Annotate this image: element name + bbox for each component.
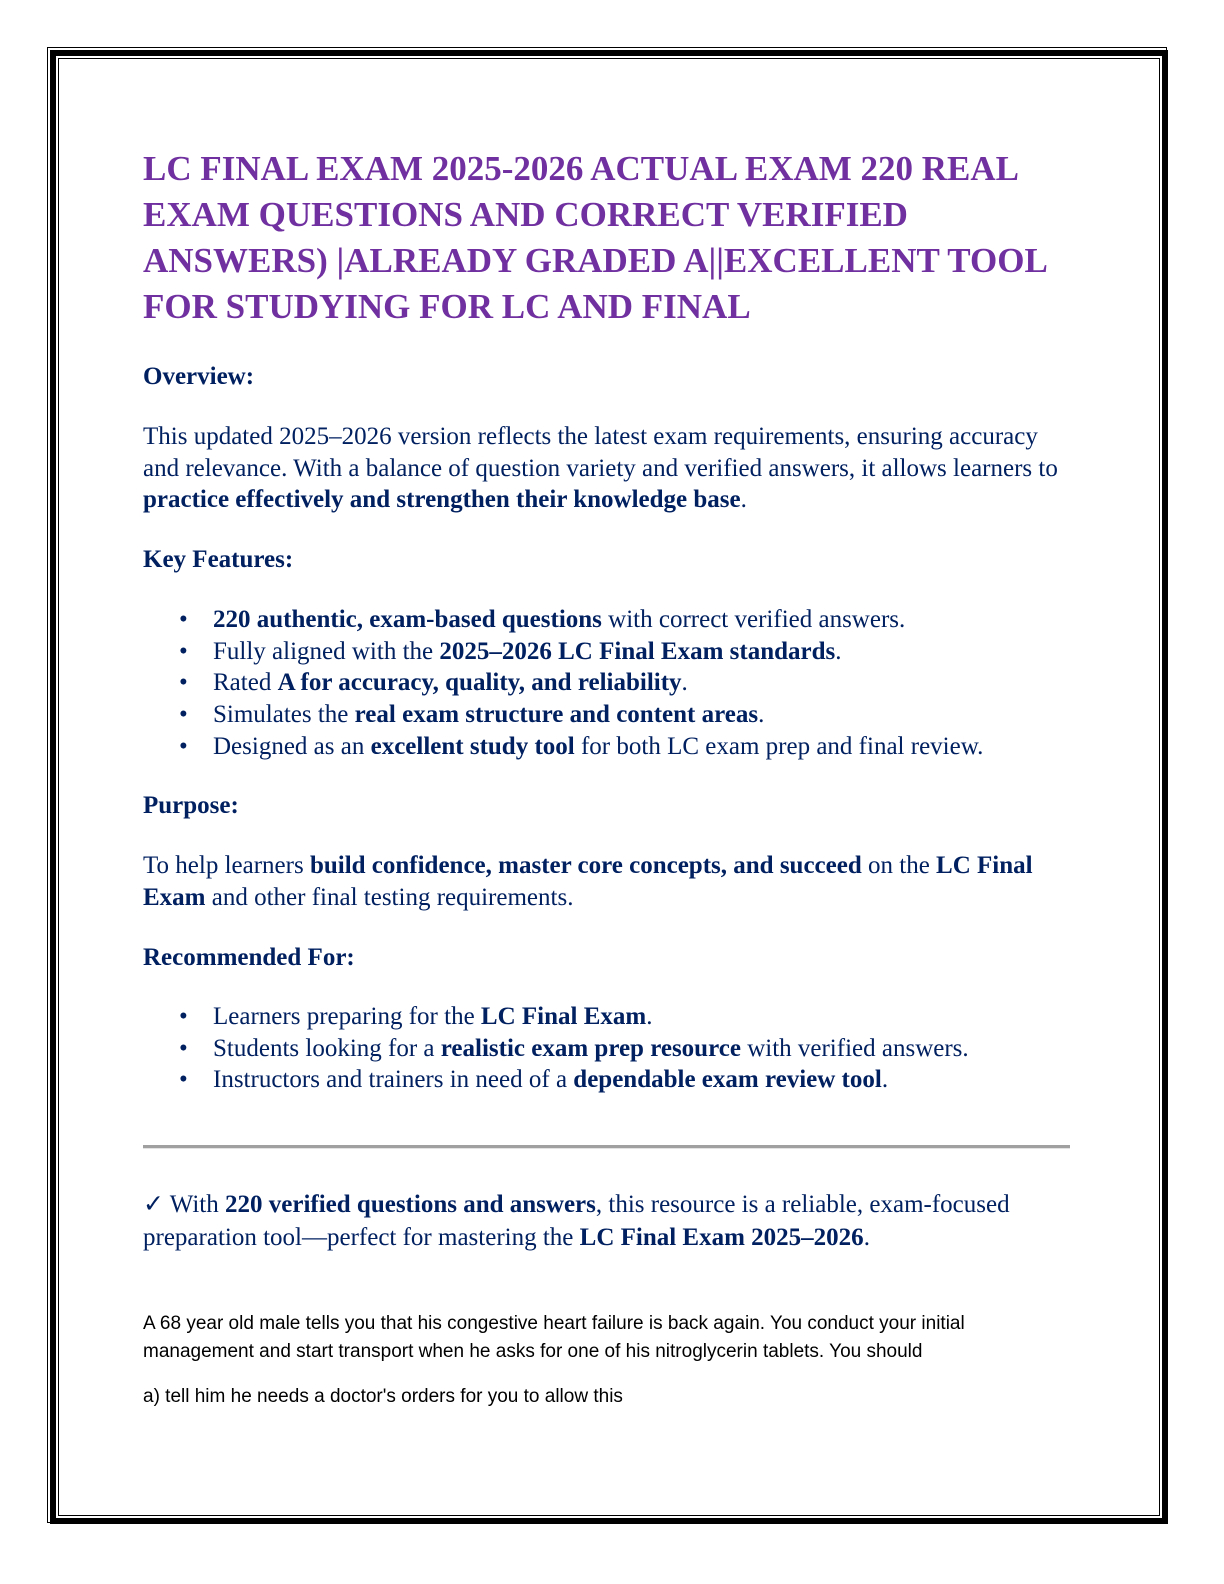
bullet-icon: • bbox=[179, 1066, 188, 1094]
list-item: • Rated A for accuracy, quality, and reliability. bbox=[143, 667, 1103, 699]
list-item: • Students looking for a realistic exam prep resource with verified answers. bbox=[143, 1033, 1103, 1065]
purpose-heading: Purpose: bbox=[143, 792, 239, 819]
list-item: • Instructors and trainers in need of a dependable exam review tool. bbox=[143, 1064, 1103, 1096]
text: This updated 2025–2026 version reflects the latest exam requirements, ensuring accuracy and relevance. With a balance of question variety and verified answers, it allows learners to bbox=[143, 423, 1058, 482]
bold-text: practice effectively and strengthen their knowledge base bbox=[143, 486, 741, 514]
recommended-list bbox=[143, 1001, 1103, 1096]
list-item: • Fully aligned with the 2025–2026 LC Final Exam standards. bbox=[143, 636, 1103, 668]
checkmark-icon: ✓ bbox=[143, 1191, 164, 1218]
list-item: • Learners preparing for the LC Final Exam. bbox=[143, 1001, 1103, 1033]
bullet-icon: • bbox=[179, 701, 188, 729]
features-list bbox=[143, 604, 1103, 763]
bullet-icon: • bbox=[179, 669, 188, 697]
question-text: A 68 year old male tells you that his congestive heart failure is back again. You conduct your initial management and start transport when he asks for one of his nitroglycerin tablets. You should bbox=[143, 1313, 965, 1362]
bullet-icon: • bbox=[179, 1003, 188, 1030]
closing-paragraph: ✓ With 220 verified questions and answers, this resource is a reliable, exam-focused preparation tool—perfect for mastering the LC Final Exam 2025–2026. bbox=[143, 1191, 1010, 1251]
horizontal-divider bbox=[143, 1145, 1070, 1149]
list-item: • 220 authentic, exam-based questions with correct verified answers. bbox=[143, 604, 1103, 636]
list-item: • Simulates the real exam structure and content areas. bbox=[143, 699, 1103, 731]
bullet-icon: • bbox=[179, 732, 188, 760]
document-title: LC FINAL EXAM 2025-2026 ACTUAL EXAM 220 REAL EXAM QUESTIONS AND CORRECT VERIFIED ANSWERS) |ALREADY GRADED A||EXCELLENT TOOL FOR STUDYING FOR LC AND FINAL bbox=[143, 149, 1046, 326]
features-heading: Key Features: bbox=[143, 546, 294, 573]
bullet-icon: • bbox=[179, 1034, 188, 1062]
answer-option-a: a) tell him he needs a doctor's orders for you to allow this bbox=[143, 1386, 623, 1407]
list-item: • Designed as an excellent study tool for both LC exam prep and final review. bbox=[143, 731, 1103, 763]
overview-paragraph bbox=[143, 421, 1073, 516]
bullet-icon: • bbox=[179, 606, 188, 633]
text: . bbox=[740, 486, 747, 514]
bullet-icon: • bbox=[179, 637, 188, 665]
overview-heading: Overview: bbox=[143, 363, 255, 390]
recommended-heading: Recommended For: bbox=[143, 944, 355, 971]
purpose-paragraph: To help learners build confidence, master core concepts, and succeed on the LC Final Exam and other final testing requirements. bbox=[143, 852, 1033, 911]
